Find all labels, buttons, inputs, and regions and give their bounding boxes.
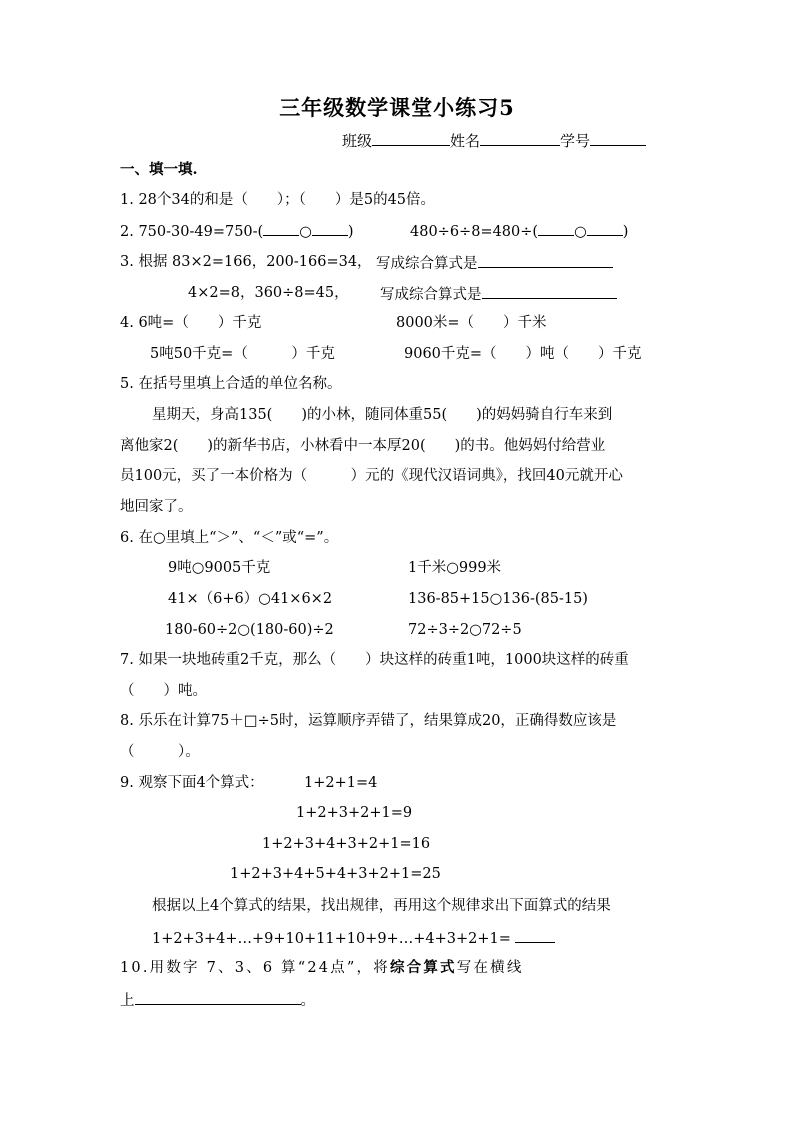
q9-answer-blank[interactable]: [515, 927, 555, 943]
q2-b-blank2[interactable]: [587, 220, 623, 236]
question-9-expr4: 1+2+3+4+5+4+3+2+1=25: [230, 866, 441, 882]
question-9-expr2: 1+2+3+2+1=9: [296, 805, 413, 821]
class-label: 班级: [342, 132, 373, 150]
name-blank[interactable]: [480, 130, 560, 146]
question-7-line2: （ ）吨。: [120, 683, 207, 699]
question-2-right: [410, 220, 628, 242]
question-6f: 72÷3÷2○72÷5: [408, 622, 522, 638]
q3-answer-blank2[interactable]: [482, 283, 617, 299]
q2-a-blank2[interactable]: [312, 220, 348, 236]
question-9-ask: 根据以上4个算式的结果，找出规律，再用这个规律求出下面算式的结果: [152, 898, 611, 914]
q2-a-text: 2. 750-30-49=750-(: [120, 224, 264, 240]
question-5-p4: 地回家了。: [120, 499, 193, 515]
question-4b: 8000米=（ ）千米: [396, 315, 547, 331]
id-blank[interactable]: [590, 130, 646, 146]
id-label: 学号: [560, 132, 591, 150]
question-6-stem: 6. 在○里填上“＞”、“＜”或“=”。: [120, 530, 339, 546]
q2-a-close: ): [347, 224, 354, 240]
q10-line2-text: 上: [120, 993, 135, 1009]
question-3-line1-answer: [376, 252, 613, 274]
q3-line2-text: 4×2=8，360÷8=45，: [188, 285, 349, 301]
class-blank[interactable]: [372, 130, 450, 146]
student-info: [342, 130, 646, 151]
question-6c: 41×（6+6）○41×6×2: [168, 591, 333, 607]
q10-end: 。: [300, 993, 315, 1009]
question-6e: 180-60÷2○(180-60)÷2: [165, 622, 334, 638]
question-5-stem: 5. 在括号里填上合适的单位名称。: [120, 376, 342, 392]
question-4d: 9060千克=（ ）吨（ ）千克: [404, 346, 642, 362]
question-8-line1: 8. 乐乐在计算75＋□÷5时，运算顺序弄错了，结果算成20，正确得数应该是: [120, 713, 617, 729]
question-7-line1: 7. 如果一块地砖重2千克，那么（ ）块这样的砖重1吨，1000块这样的砖重: [120, 652, 629, 668]
question-4a: 4. 6吨=（ ）千克: [120, 315, 262, 331]
q2-b-circle[interactable]: ○: [574, 224, 587, 240]
question-3-line2-answer: [380, 283, 617, 305]
question-3-line1: [120, 252, 372, 272]
q2-b-text: 480÷6÷8=480÷(: [410, 224, 539, 240]
q10-text-a: 10.用数字 7、3、6 算“24点”，将: [120, 960, 390, 976]
question-6b: 1千米○999米: [408, 560, 502, 576]
q10-answer-blank[interactable]: [135, 989, 301, 1005]
question-2-left: [120, 220, 354, 242]
page-title: 三年级数学课堂小练习5: [279, 95, 515, 120]
q2-b-close: ): [622, 224, 629, 240]
question-5-p3: 员100元，买了一本价格为（ ）元的《现代汉语词典》，找回40元就开心: [120, 468, 623, 484]
question-9-stem: 9. 观察下面4个算式：: [120, 775, 264, 791]
q10-text-c: 写在横线: [456, 960, 524, 976]
name-label: 姓名: [450, 132, 481, 150]
question-10-line1: [120, 958, 524, 978]
question-8-line2: （ ）。: [120, 744, 200, 760]
section-heading: 一、填一填.: [120, 161, 198, 178]
q2-a-circle[interactable]: ○: [299, 224, 312, 240]
question-3-line2: [188, 283, 349, 303]
question-9-expr1: 1+2+1=4: [304, 775, 378, 791]
question-6d: 136-85+15○136-(85-15): [408, 591, 588, 607]
q2-a-blank1[interactable]: [263, 220, 299, 236]
question-9-expr3: 1+2+3+4+3+2+1=16: [262, 836, 431, 852]
q10-text-bold: 综合算式: [389, 959, 457, 976]
q2-b-blank1[interactable]: [538, 220, 574, 236]
q9-target-expr: 1+2+3+4+…+9+10+11+10+9+…+4+3+2+1=: [152, 931, 511, 947]
question-6a: 9吨○9005千克: [168, 560, 271, 576]
q3-line1-text: 3. 根据 83×2=166，200-166=34，: [120, 254, 372, 270]
q3-answer-blank1[interactable]: [478, 252, 613, 268]
question-9-target: [152, 927, 555, 949]
question-5-p1: 星期天，身高135( )的小林，随同体重55( )的妈妈骑自行车来到: [152, 407, 613, 423]
question-10-line2: [120, 989, 315, 1011]
question-4c: 5吨50千克=（ ）千克: [150, 346, 335, 362]
q3-line2-tail: 写成综合算式是: [380, 287, 482, 303]
question-1: 1. 28个34的和是（ ）；（ ）是5的45倍。: [120, 192, 436, 208]
question-5-p2: 离他家2( )的新华书店，小林看中一本厚20( )的书。他妈妈付给营业: [120, 438, 606, 454]
q3-line1-tail: 写成综合算式是: [376, 256, 478, 272]
